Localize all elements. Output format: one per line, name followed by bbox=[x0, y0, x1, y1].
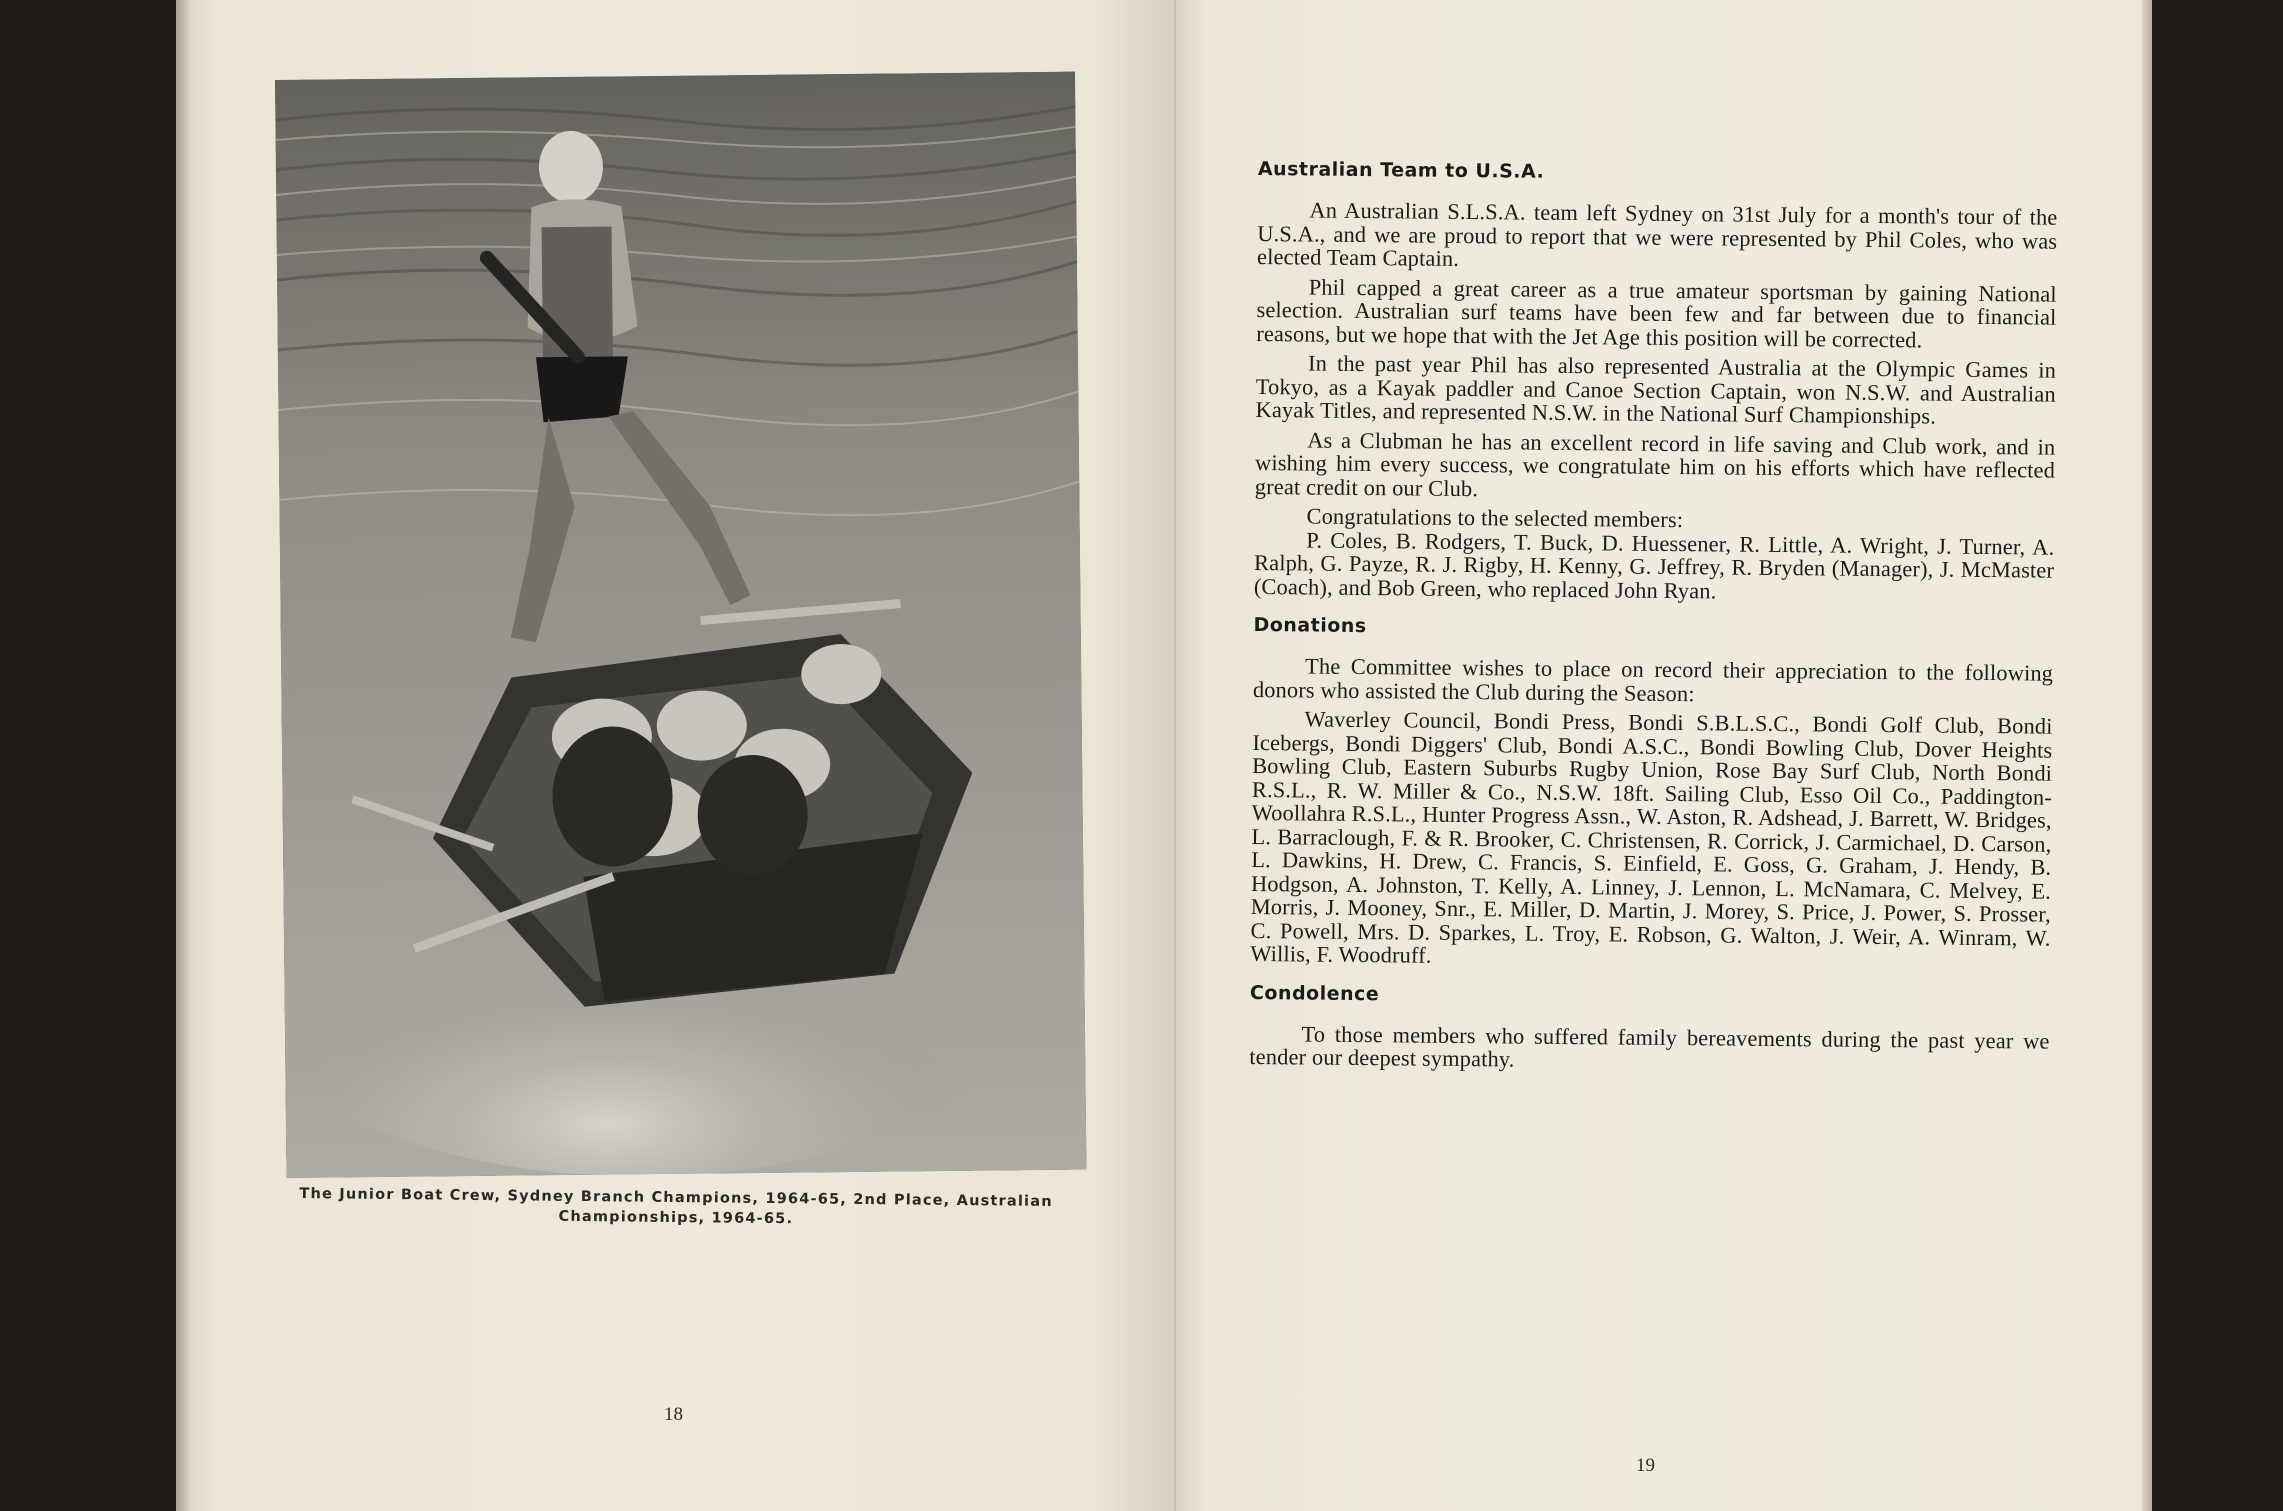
paragraph: In the past year Phil has also represented Australia at the Olympic Games in Tokyo, as a Kayak paddler and Canoe Section Captain, won N.S.W. and Australian Kayak Titles, and represented N.S.W. in the National Surf Championships. bbox=[1255, 350, 2057, 429]
paragraph: The Committee wishes to place on record their appreciation to the following donors who assisted the Club during the Season: bbox=[1252, 653, 2054, 706]
boat-crew-photo bbox=[275, 72, 1086, 1178]
selected-members-list: P. Coles, B. Rodgers, T. Buck, D. Huessener, R. Little, A. Wright, J. Turner, A. Ralph, G. Payze, R. J. Rigby, H. Kenny, G. Jeffrey, R. Bryden (Manager), J. McMaster (Coach), and Bob Green, who replaced John Ryan. bbox=[1253, 526, 2055, 603]
section-heading-usa: Australian Team to U.S.A. bbox=[1257, 158, 1545, 183]
left-page bbox=[176, 0, 1176, 1511]
article-text bbox=[1249, 158, 2058, 1082]
caption-line-1: The Junior Boat Crew, Sydney Branch Champions, 1964-65, 2nd Place, Australian bbox=[299, 1186, 1053, 1210]
section-heading-donations: Donations bbox=[1253, 613, 1367, 638]
page-edge bbox=[2142, 0, 2152, 1511]
page-number: 18 bbox=[664, 1404, 683, 1425]
donors-list: Waverley Council, Bondi Press, Bondi S.B.L.S.C., Bondi Golf Club, Bondi Icebergs, Bondi Diggers' Club, Bondi A.S.C., Bondi Bowling Club, Dover Heights Bowling Club, Eastern Suburbs Rugby Union, Rose Bay Surf Club, North Bondi R.S.L., R. W. Miller & Co., N.S.W. 18ft. Sailing Club, Esso Oil Co., Paddington-Woollahra R.S.L., Hunter Progress Assn., W. Aston, R. Adshead, J. Barrett, W. Bridges, L. Barraclough, F. & R. Brooker, C. Christensen, R. Corrick, J. Carmichael, D. Carson, L. Dawkins, H. Drew, C. Francis, S. Einfield, E. Goss, G. Graham, J. Hendy, B. Hodgson, A. Johnston, T. Kelly, A. Linney, J. Lennon, L. McNamara, C. Melvey, E. Morris, J. Mooney, Snr., E. Miller, D. Martin, J. Morey, S. Price, J. Power, S. Prosser, C. Powell, Mrs. D. Sparkes, L. Troy, E. Robson, G. Walton, J. Weir, A. Winram, W. Willis, F. Woodruff. bbox=[1250, 706, 2053, 968]
paragraph: Phil capped a great career as a true amateur sportsman by gaining National selection. Australian surf teams have been few and far between due to financial reasons, but we hope that with the Jet Age this position will be corrected. bbox=[1256, 273, 2057, 352]
photo-caption bbox=[276, 1184, 1076, 1232]
paragraph: Congratulations to the selected members: bbox=[1306, 503, 1684, 533]
page-edge bbox=[176, 0, 190, 1511]
paragraph: As a Clubman he has an excellent record in life saving and Club work, and in wishing him every success, we congratulate him on his efforts which have reflected great credit on our Club. bbox=[1254, 426, 2056, 501]
paragraph: To those members who suffered family bereavements during the past year we tender our deepest sympathy. bbox=[1249, 1020, 2050, 1072]
page-number: 19 bbox=[1636, 1455, 1655, 1476]
right-page bbox=[1176, 0, 2152, 1511]
section-heading-condolence: Condolence bbox=[1249, 981, 1380, 1005]
paragraph: An Australian S.L.S.A. team left Sydney on 31st July for a month's tour of the U.S.A., and we are proud to report that we were represented by Phil Coles, who was elected Team Captain. bbox=[1256, 197, 2058, 271]
open-booklet bbox=[176, 0, 2156, 1511]
caption-line-2: Championships, 1964-65. bbox=[558, 1208, 794, 1228]
